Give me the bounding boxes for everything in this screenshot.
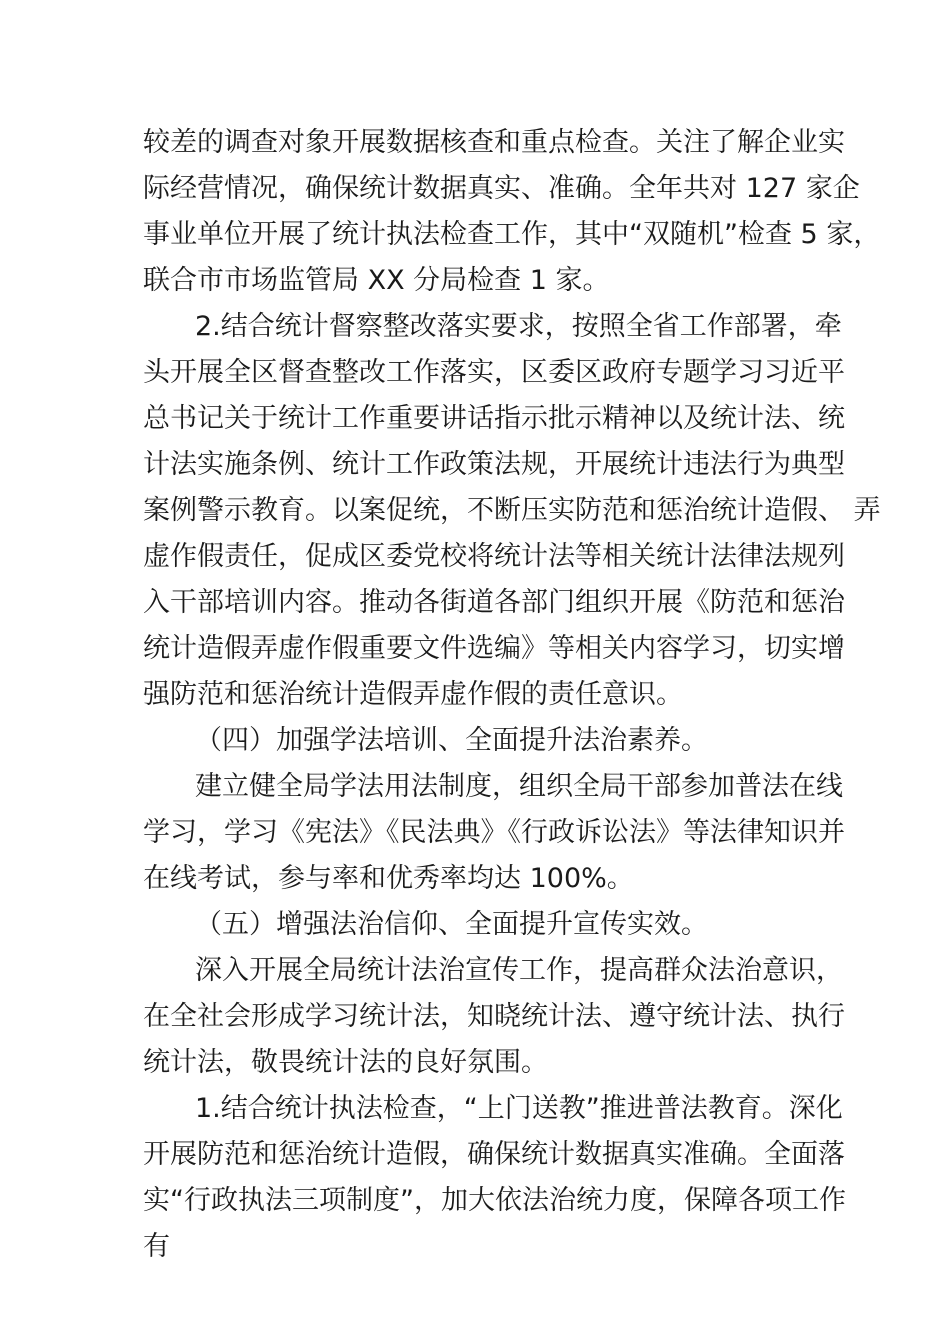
text-line: 统计造假弄虚作假重要文件选编》等相关内容学习，切实增 [143, 633, 845, 664]
text-line: 际经营情况，确保统计数据真实、准确。全年共对 127 家企 [143, 173, 860, 204]
text-line: 案例警示教育。以案促统，不断压实防范和惩治统计造假、 弄 [143, 495, 881, 526]
text-line: 深入开展全局统计法治宣传工作，提高群众法治意识， [195, 955, 843, 986]
text-line: 强防范和惩治统计造假弄虚作假的责任意识。 [143, 679, 683, 710]
text-line: 较差的调查对象开展数据核查和重点检查。关注了解企业实 [143, 127, 845, 158]
text-line: 学习，学习《宪法》《民法典》《行政诉讼法》等法律知识并 [143, 817, 845, 848]
section-heading: （四）加强学法培训、全面提升法治素养。 [195, 725, 708, 756]
text-line: 虚作假责任，促成区委党校将统计法等相关统计法律法规列 [143, 541, 845, 572]
text-line: 统计法，敬畏统计法的良好氛围。 [143, 1047, 548, 1078]
text-line: 在全社会形成学习统计法，知晓统计法、遵守统计法、执行 [143, 1001, 845, 1032]
text-line: 计法实施条例、统计工作政策法规，开展统计违法行为典型 [143, 449, 845, 480]
text-line: 1.结合统计执法检查，“上门送教”推进普法教育。深化 [195, 1093, 843, 1124]
text-line: 实“行政执法三项制度”，加大依法治统力度，保障各项工作 [143, 1185, 846, 1216]
body-text [143, 120, 881, 1270]
text-line: 开展防范和惩治统计造假，确保统计数据真实准确。全面落 [143, 1139, 845, 1170]
text-line: 总书记关于统计工作重要讲话指示批示精神以及统计法、统 [143, 403, 845, 434]
text-line: 有 [143, 1231, 170, 1262]
text-line: 事业单位开展了统计执法检查工作，其中“双随机”检查 5 家， [143, 219, 881, 250]
text-line: 联合市市场监管局 XX 分局检查 1 家。 [143, 265, 610, 296]
text-line: 入干部培训内容。推动各街道各部门组织开展《防范和惩治 [143, 587, 845, 618]
section-heading: （五）增强法治信仰、全面提升宣传实效。 [195, 909, 708, 940]
text-line: 建立健全局学法用法制度，组织全局干部参加普法在线 [195, 771, 843, 802]
text-line: 2.结合统计督察整改落实要求，按照全省工作部署，牵 [195, 311, 842, 342]
text-line: 头开展全区督查整改工作落实，区委区政府专题学习习近平 [143, 357, 845, 388]
text-line: 在线考试，参与率和优秀率均达 100%。 [143, 863, 634, 894]
